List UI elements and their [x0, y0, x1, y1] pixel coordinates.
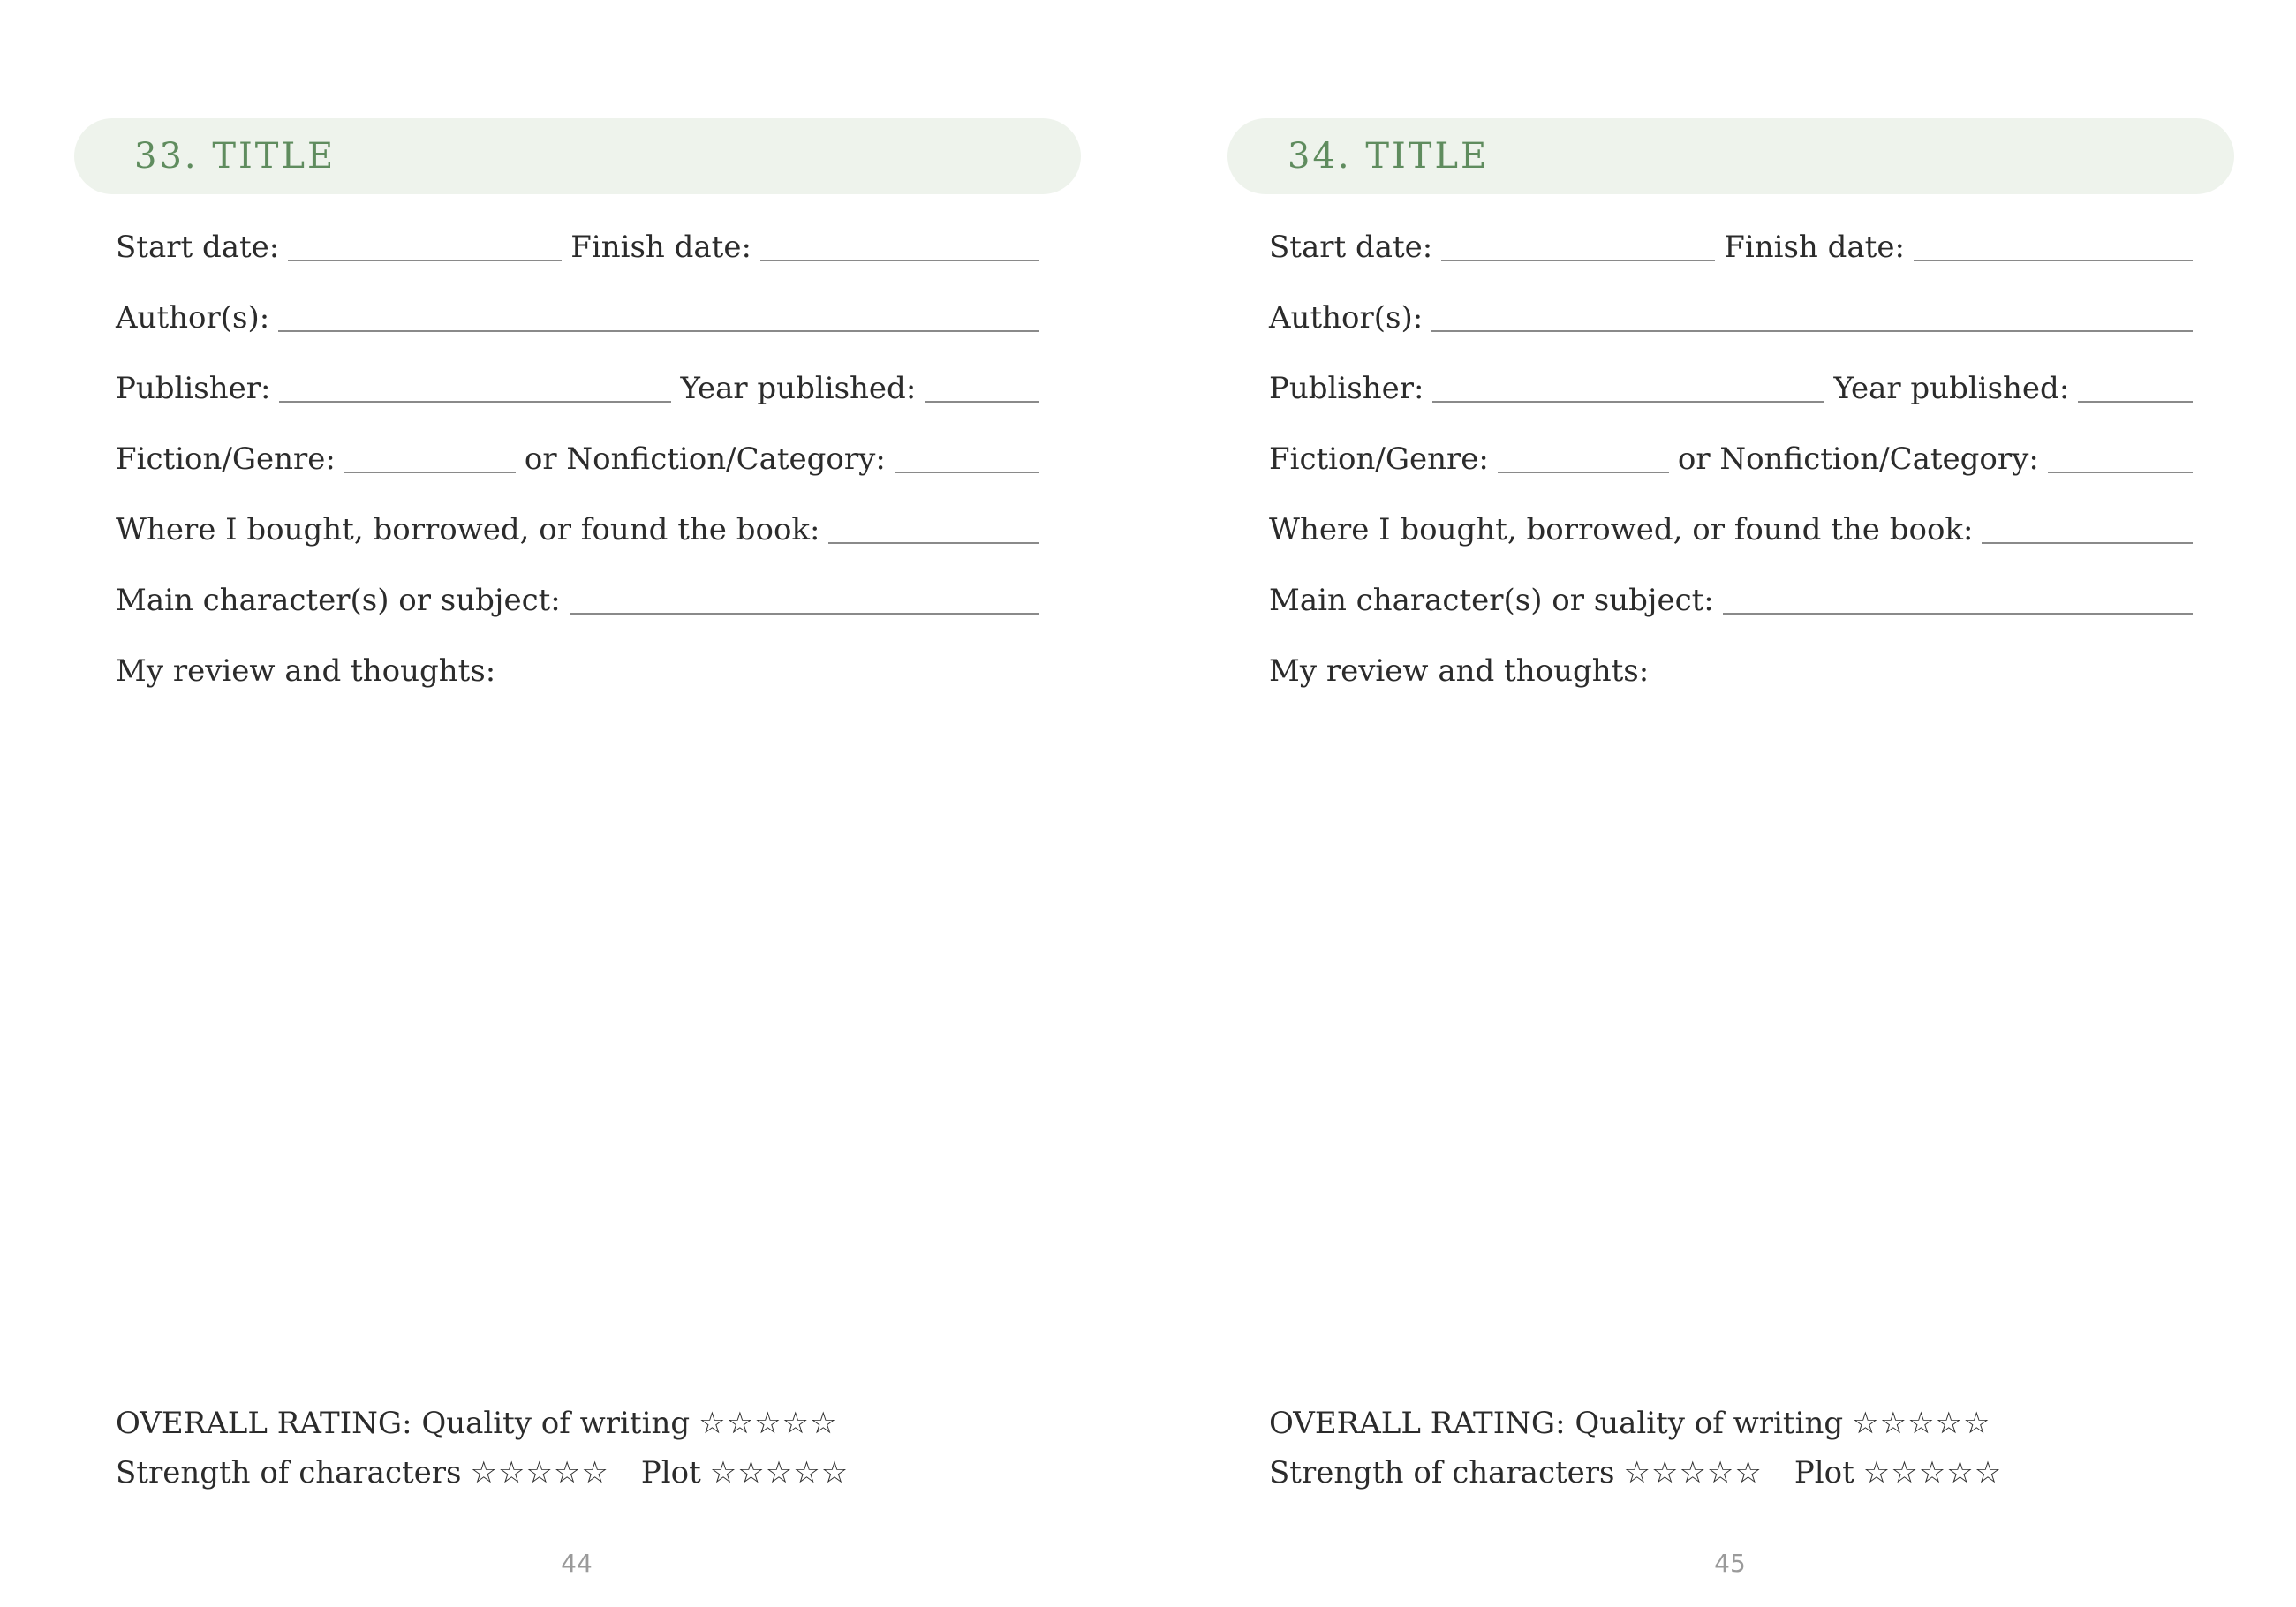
- nonfiction-category-field[interactable]: [895, 471, 1039, 473]
- start-date-label: Start date:: [116, 230, 280, 265]
- plot-label: Plot: [640, 1455, 701, 1490]
- nonfiction-category-field[interactable]: [2048, 471, 2193, 473]
- finish-date-label: Finish date:: [1724, 230, 1905, 265]
- nonfiction-category-label: or Nonfiction/Category:: [524, 441, 886, 477]
- characters-stars[interactable]: ☆☆☆☆☆: [470, 1455, 609, 1490]
- publisher-field[interactable]: [1432, 400, 1824, 403]
- genre-row: [116, 424, 1039, 477]
- dates-row: [116, 212, 1039, 265]
- finish-date-field[interactable]: [760, 259, 1039, 261]
- overall-rating-label: OVERALL RATING: Quality of writing: [116, 1406, 691, 1441]
- finish-date-label: Finish date:: [570, 230, 751, 265]
- authors-row: [1269, 283, 2193, 336]
- fiction-genre-field[interactable]: [344, 471, 516, 473]
- book-title: 34. TITLE: [1288, 136, 1490, 177]
- review-label: My review and thoughts:: [1269, 653, 1650, 689]
- plot-stars[interactable]: ☆☆☆☆☆: [1862, 1455, 2003, 1490]
- page-number: 45: [1714, 1549, 1746, 1578]
- plot-label: Plot: [1794, 1455, 1854, 1490]
- authors-field[interactable]: [1431, 329, 2193, 332]
- publisher-row: [1269, 353, 2193, 406]
- overall-rating-row: [116, 1404, 1039, 1443]
- authors-field[interactable]: [278, 329, 1039, 332]
- main-character-row: [1269, 565, 2193, 618]
- characters-plot-row: [116, 1453, 1039, 1492]
- overall-rating-row: [1269, 1404, 2193, 1443]
- start-date-label: Start date:: [1269, 230, 1433, 265]
- overall-rating-label: OVERALL RATING: Quality of writing: [1269, 1406, 1844, 1441]
- main-character-label: Main character(s) or subject:: [116, 583, 561, 618]
- where-row: [116, 494, 1039, 547]
- plot-stars[interactable]: ☆☆☆☆☆: [709, 1455, 850, 1490]
- where-found-field[interactable]: [1982, 541, 2193, 544]
- year-published-label: Year published:: [1833, 371, 2070, 406]
- publisher-field[interactable]: [279, 400, 671, 403]
- publisher-label: Publisher:: [116, 371, 271, 406]
- where-found-field[interactable]: [828, 541, 1039, 544]
- publisher-row: [116, 353, 1039, 406]
- title-bar: [74, 118, 1081, 194]
- year-published-label: Year published:: [680, 371, 917, 406]
- book-title: 33. TITLE: [134, 136, 336, 177]
- year-published-field[interactable]: [2078, 400, 2193, 403]
- fiction-genre-field[interactable]: [1498, 471, 1669, 473]
- review-row: [1269, 636, 2193, 689]
- right-page: [1153, 0, 2296, 1607]
- year-published-field[interactable]: [925, 400, 1039, 403]
- dates-row: [1269, 212, 2193, 265]
- fiction-genre-label: Fiction/Genre:: [1269, 441, 1489, 477]
- where-row: [1269, 494, 2193, 547]
- nonfiction-category-label: or Nonfiction/Category:: [1677, 441, 2039, 477]
- quality-stars[interactable]: ☆☆☆☆☆: [1852, 1406, 1991, 1441]
- start-date-field[interactable]: [1441, 259, 1715, 261]
- start-date-field[interactable]: [288, 259, 562, 261]
- authors-row: [116, 283, 1039, 336]
- authors-label: Author(s):: [116, 300, 270, 336]
- finish-date-field[interactable]: [1914, 259, 2193, 261]
- characters-label: Strength of characters: [1269, 1455, 1615, 1490]
- main-character-field[interactable]: [570, 612, 1039, 615]
- genre-row: [1269, 424, 2193, 477]
- title-bar: [1227, 118, 2234, 194]
- review-label: My review and thoughts:: [116, 653, 496, 689]
- main-character-field[interactable]: [1723, 612, 2193, 615]
- characters-label: Strength of characters: [116, 1455, 462, 1490]
- where-found-label: Where I bought, borrowed, or found the book:: [116, 512, 820, 547]
- quality-stars[interactable]: ☆☆☆☆☆: [699, 1406, 838, 1441]
- authors-label: Author(s):: [1269, 300, 1424, 336]
- page-number: 44: [561, 1549, 593, 1578]
- fiction-genre-label: Fiction/Genre:: [116, 441, 336, 477]
- characters-plot-row: [1269, 1453, 2193, 1492]
- main-character-label: Main character(s) or subject:: [1269, 583, 1714, 618]
- publisher-label: Publisher:: [1269, 371, 1424, 406]
- main-character-row: [116, 565, 1039, 618]
- review-row: [116, 636, 1039, 689]
- characters-stars[interactable]: ☆☆☆☆☆: [1623, 1455, 1763, 1490]
- where-found-label: Where I bought, borrowed, or found the book:: [1269, 512, 1974, 547]
